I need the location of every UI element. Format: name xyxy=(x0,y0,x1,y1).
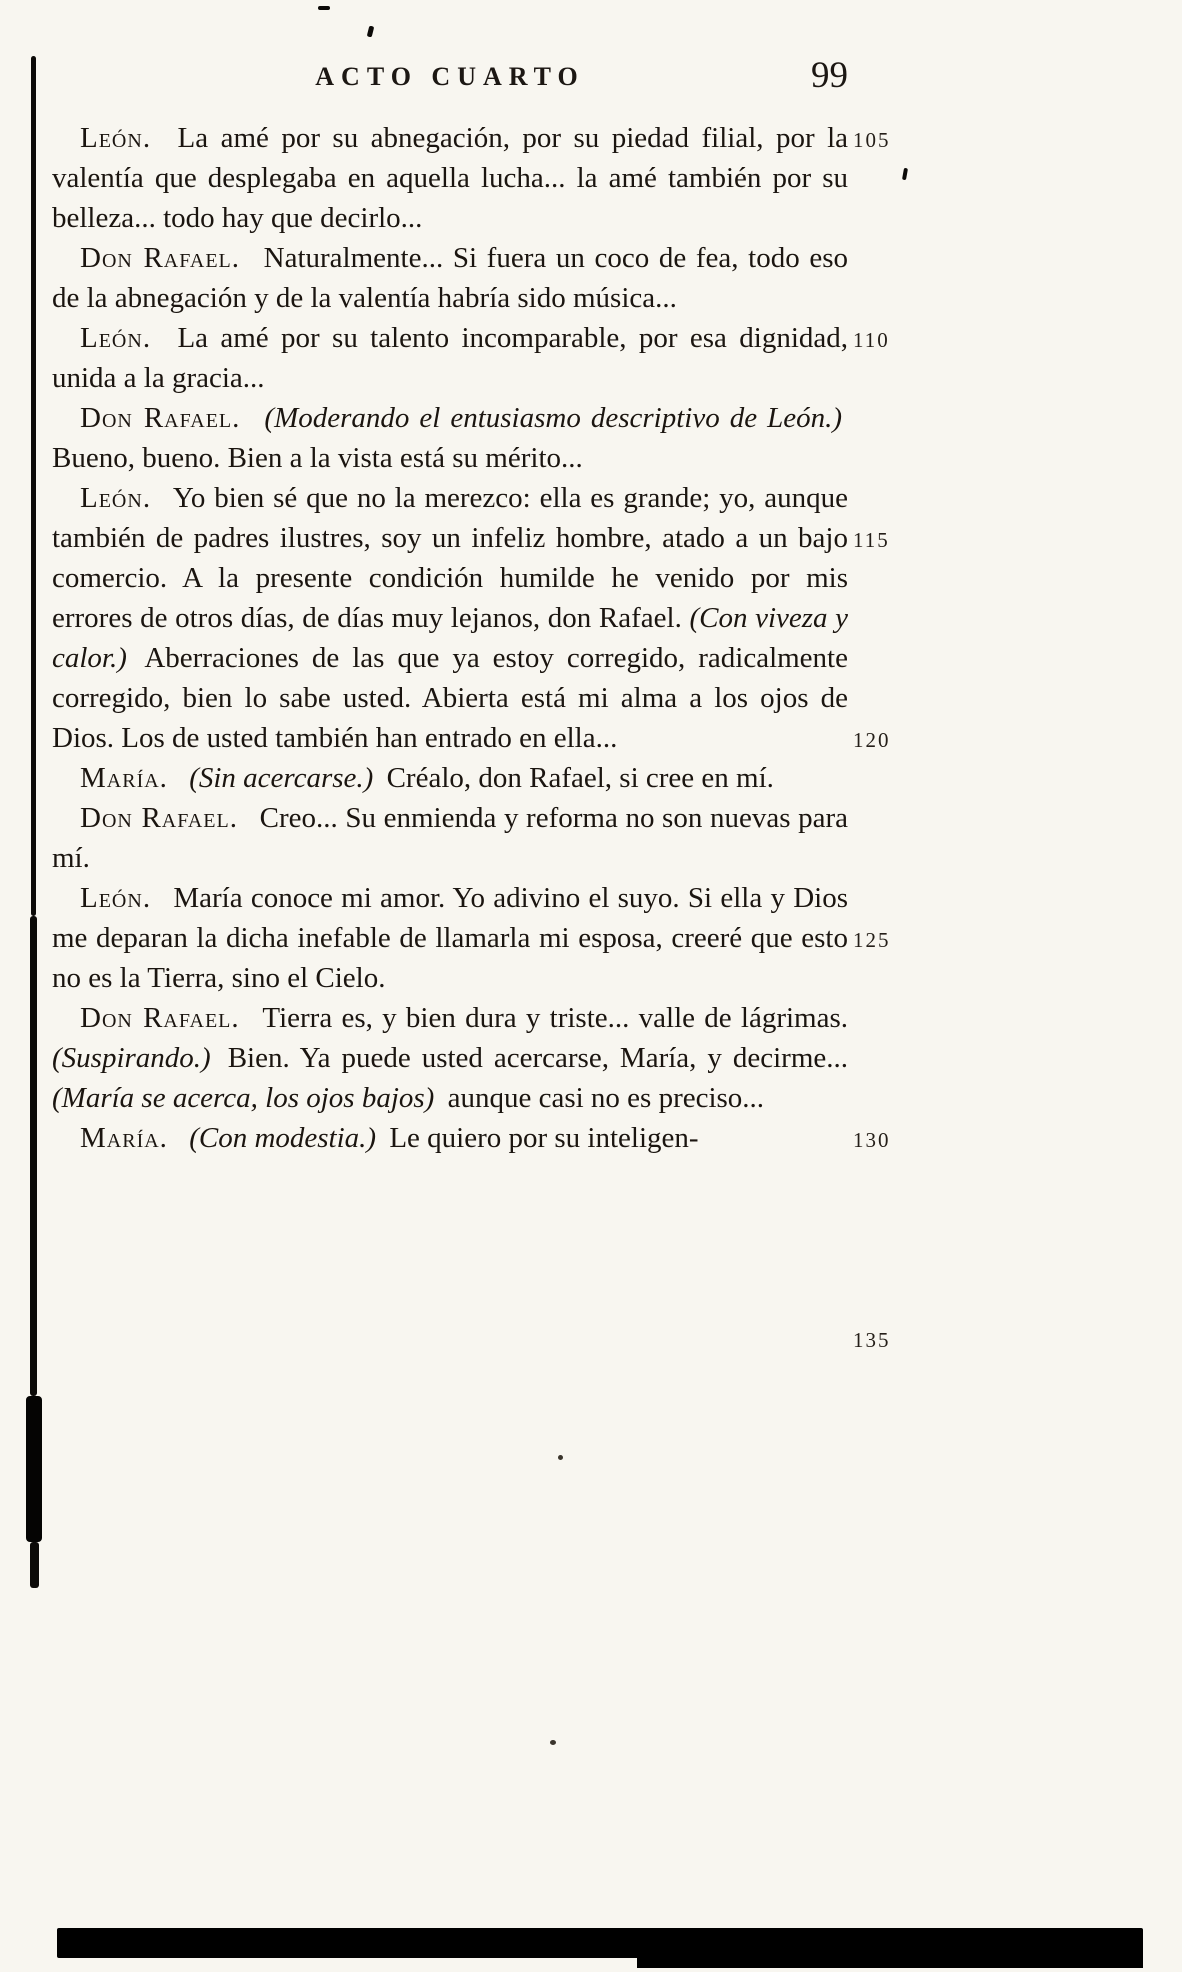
speaker-name: Don Rafael. xyxy=(80,402,241,434)
speaker-name: Don Rafael. xyxy=(80,1002,240,1034)
speech-paragraph xyxy=(52,878,848,998)
dialogue-text: Creo... Su enmienda y reforma no son nuevas para mí. xyxy=(52,802,849,874)
speaker-name: María. xyxy=(80,1122,168,1154)
speech-paragraph xyxy=(52,398,848,478)
scan-artifact-left-edge xyxy=(30,1542,39,1588)
scan-artifact-left-edge xyxy=(31,56,36,916)
speech-paragraph xyxy=(52,478,848,758)
speaker-name: Don Rafael. xyxy=(80,242,241,274)
margin-line-number: 115 xyxy=(853,528,890,552)
dialogue-text: Le quiero por su inteligen- xyxy=(389,1122,699,1154)
dialogue-text: Tierra es, y bien dura y triste... valle de lágrimas. xyxy=(262,1002,849,1034)
dialogue-text: Créalo, don Rafael, si cree en mí. xyxy=(386,762,774,794)
stage-direction: (María se acerca, los ojos bajos) xyxy=(52,1082,435,1114)
dialogue-text: Yo bien sé que no la merezco: ella es grande; yo, aunque también de padres ilustres, soy un infeliz hombre, atado a un bajo comercio. A la presente condición humilde he venido por mis errores de otros días, de días muy lejanos, don Rafael. xyxy=(52,482,848,634)
speaker-name: León. xyxy=(80,322,152,354)
stage-direction: (Sin acercarse.) xyxy=(189,762,374,794)
scan-artifact-bottom-bar xyxy=(57,1928,1143,1958)
dialogue-text: Bien. Ya puede usted acercarse, María, y decirme... xyxy=(227,1042,849,1074)
margin-line-number: 130 xyxy=(853,1128,891,1152)
speech-paragraph xyxy=(52,1118,848,1158)
speaker-name: María. xyxy=(80,762,168,794)
dialogue-text: Aberraciones de las que ya estoy corregido, radicalmente corregido, bien lo sabe usted. Abierta está mi alma a los ojos de Dios. Los de usted también han entrado en ella... xyxy=(52,642,848,754)
dialogue-text: aunque casi no es preciso... xyxy=(447,1082,765,1114)
ink-speck xyxy=(558,1455,563,1460)
speech-paragraph xyxy=(52,798,848,878)
scan-artifact-left-blob xyxy=(26,1396,42,1542)
ink-speck xyxy=(318,6,330,10)
scan-artifact-bottom-bar xyxy=(637,1956,1143,1968)
speaker-name: León. xyxy=(80,122,152,154)
stage-direction: (Con viveza y calor.) xyxy=(52,602,849,674)
ink-speck xyxy=(550,1740,556,1745)
speech-paragraph xyxy=(52,318,848,398)
dialogue-text: La amé por su abnegación, por su piedad filial, por la valentía que desplegaba en aquella lucha... la amé también por su belleza... todo hay que decirlo... xyxy=(52,122,848,234)
page-header xyxy=(52,55,848,110)
ink-speck xyxy=(902,168,908,181)
speech-paragraph xyxy=(52,118,848,238)
ink-speck xyxy=(367,26,375,38)
margin-line-number: 110 xyxy=(853,328,890,352)
speaker-name: León. xyxy=(80,882,152,914)
speech-paragraph xyxy=(52,998,848,1118)
stage-direction: (Suspirando.) xyxy=(52,1042,211,1074)
dialogue-text: Bueno, bueno. Bien a la vista está su mérito... xyxy=(52,442,583,474)
dialogue-text: Naturalmente... Si fuera un coco de fea, todo eso de la abnegación y de la valentía habría sido música... xyxy=(52,242,848,314)
stage-direction: (Moderando el entusiasmo descriptivo de León.) xyxy=(264,402,842,434)
stage-direction: (Con modestia.) xyxy=(189,1122,377,1154)
dialogue-block xyxy=(52,118,848,1158)
margin-line-number: 105 xyxy=(853,128,891,152)
speaker-name: León. xyxy=(80,482,152,514)
margin-line-number: 120 xyxy=(853,728,891,752)
scan-artifact-left-edge xyxy=(30,916,37,1396)
speech-paragraph xyxy=(52,238,848,318)
margin-line-number: 135 xyxy=(853,1328,891,1352)
dialogue-text: La amé por su talento incomparable, por esa dignidad, unida a la gracia... xyxy=(52,322,849,394)
margin-line-number: 125 xyxy=(853,928,891,952)
speech-paragraph xyxy=(52,758,848,798)
running-title: ACTO CUARTO xyxy=(315,62,585,91)
page-number: 99 xyxy=(811,55,848,96)
speaker-name: Don Rafael. xyxy=(80,802,238,834)
dialogue-text: María conoce mi amor. Yo adivino el suyo. Si ella y Dios me deparan la dicha inefable de llamarla mi esposa, creeré que esto no es la Tierra, sino el Cielo. xyxy=(52,882,849,994)
